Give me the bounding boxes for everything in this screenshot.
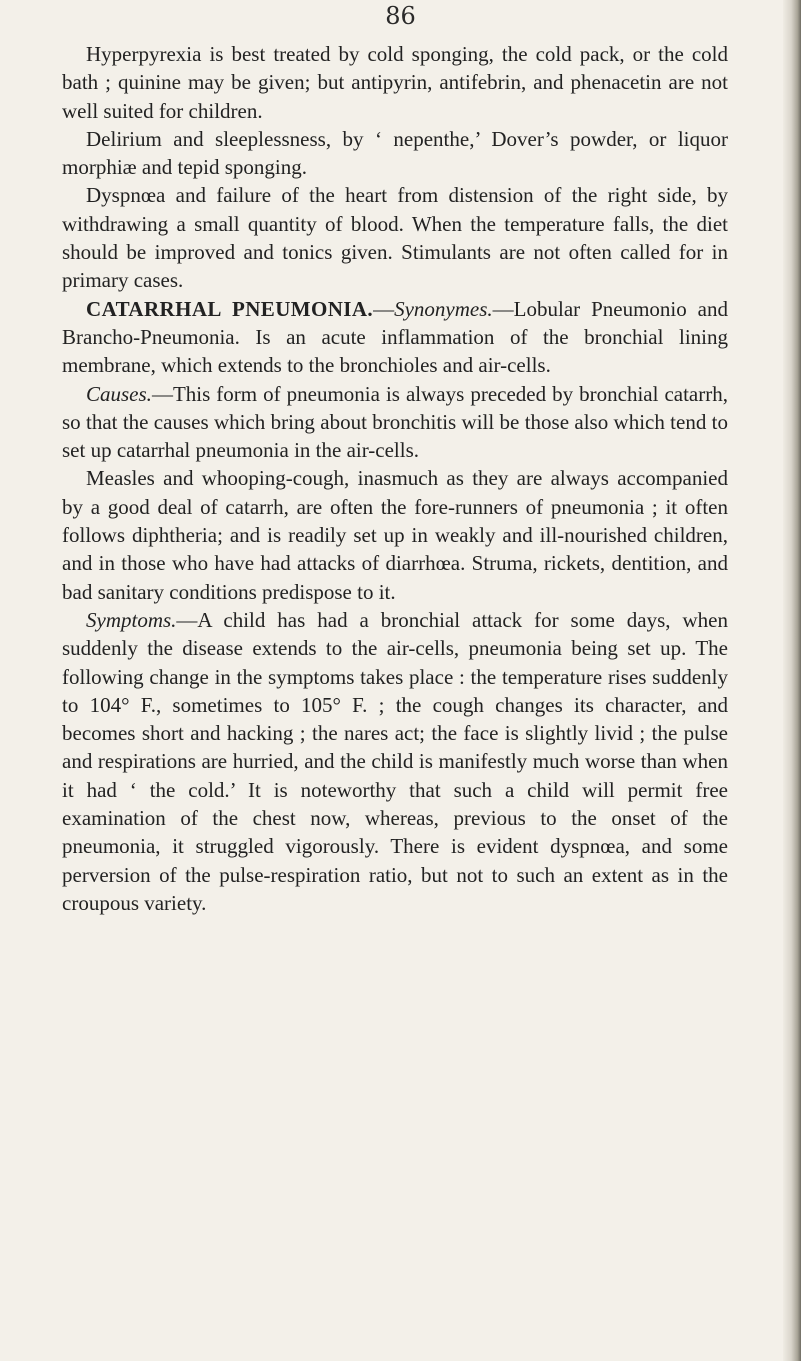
paragraph-causes: [62, 380, 728, 465]
page-edge-shadow: [783, 0, 801, 1361]
symptoms-label: Symptoms.: [86, 607, 177, 632]
page-number: 86: [385, 2, 416, 30]
heading-dash: —: [373, 296, 395, 321]
paragraph-dyspnoea: Dyspnœa and failure of the heart from distension of the right side, by withdrawing a small quantity of blood. When the temperature falls, the diet should be improved and tonics given. Stimulants are not often called for in primary cases.: [62, 183, 728, 293]
synonymes-label: Synonymes.: [394, 296, 493, 321]
paragraph-hyperpyrexia: Hyperpyrexia is best treated by cold sponging, the cold pack, or the cold bath ; quinine may be given; but antipyrin, antifebrin, and phenacetin are not well suited for children.: [62, 42, 728, 123]
paragraph-catarrhal-pneumonia: [62, 295, 728, 380]
body-text: [62, 40, 728, 917]
section-heading: CATARRHAL PNEUMONIA.: [86, 296, 374, 321]
symptoms-text: —A child has had a bronchial attack for some days, when suddenly the disease extends to the air-cells, pneumonia being set up. The following change in the symptoms takes place : the temperature rises suddenly to 104° F., sometimes to 105° F. ; the cough changes its character, and becomes short and hacking ; the nares act; the face is slightly livid ; the pulse and respirations are hurried, and the child is manifestly much worse than when it had ‘ the cold.’ It is noteworthy that such a child will permit free examination of the chest now, whereas, previous to the onset of the pneumonia, it struggled vigorously. There is evident dyspnœa, and some perversion of the pulse-respiration ratio, but not to such an extent as in the croupous variety.: [62, 607, 728, 915]
synonymes-text: —Lobular Pneumonio and Brancho-Pneumonia. Is an acute inflammation of the bronchial lining membrane, which extends to the bronchioles and air-cells.: [62, 296, 729, 378]
causes-label: Causes.: [86, 381, 152, 406]
paragraph-delirium: Delirium and sleeplessness, by ‘ nepenthe,’ Dover’s powder, or liquor morphiæ and tepid sponging.: [62, 126, 728, 180]
paragraph-measles: Measles and whooping-cough, inasmuch as they are always accompanied by a good deal of catarrh, are often the fore-runners of pneumonia ; it often follows diphtheria; and is readily set up in weakly and ill-nourished children, and in those who have had attacks of diarrhœa. Struma, rickets, dentition, and bad sanitary conditions predispose to it.: [62, 466, 728, 604]
paragraph-symptoms: [62, 606, 728, 917]
causes-text: —This form of pneumonia is always preceded by bronchial catarrh, so that the causes which bring about bronchitis will be those also which tend to set up catarrhal pneumonia in the air-cells.: [62, 381, 728, 463]
